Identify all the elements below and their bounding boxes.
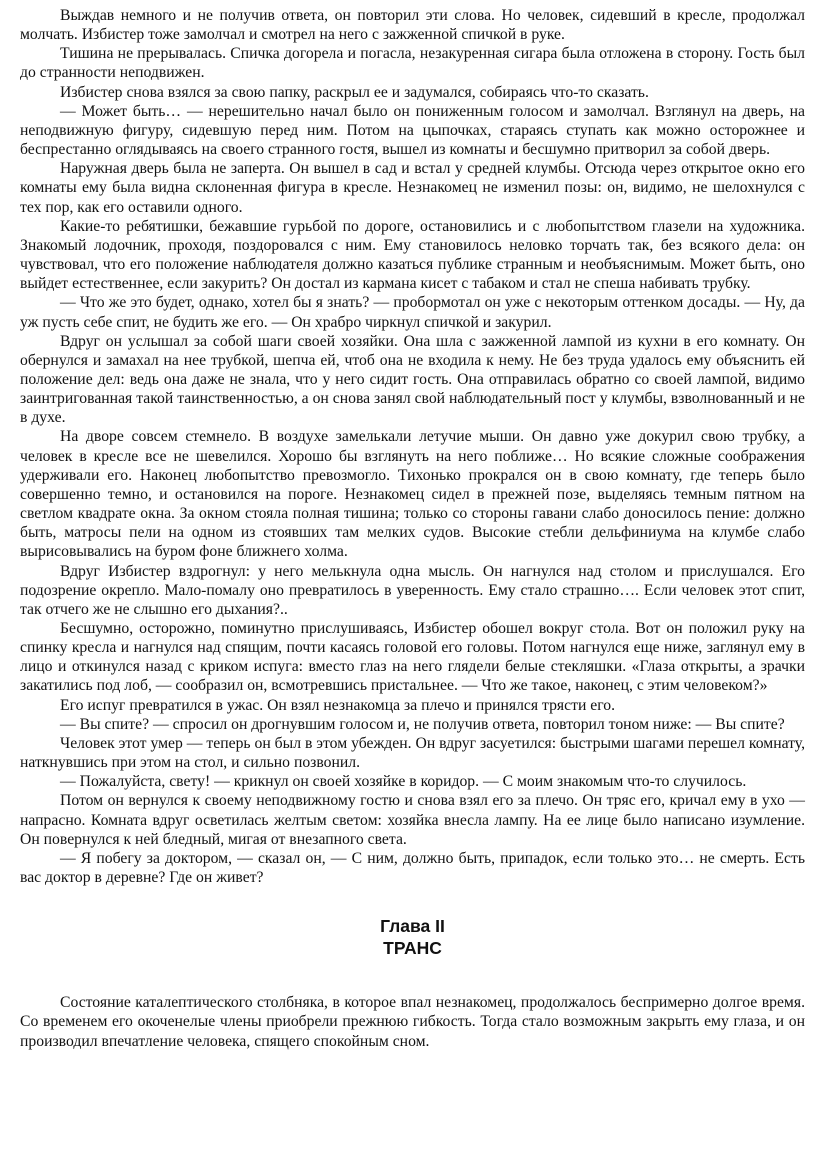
paragraph: — Вы спите? — спросил он дрогнувшим голосом и, не получив ответа, повторил тоном ниже: — Вы спите? [60, 715, 785, 733]
paragraph: — Пожалуйста, свету! — крикнул он своей хозяйке в коридор. — С моим знакомым что-то случилось. [60, 773, 747, 791]
paragraph: — Что же это будет, однако, хотел бы я знать? — пробормотал он уже с некоторым оттенком досады. — Ну, да уж пусть себе спит, не будить же его. — Он храбро чиркнул спичкой и закурил. [20, 294, 805, 331]
paragraph: Выждав немного и не получив ответа, он повторил эти слова. Но человек, сидевший в кресле, продолжал молчать. Избистер тоже замолчал и смотрел на него с зажженной спичкой в руке. [20, 7, 805, 44]
chapter-number: Глава II [380, 916, 445, 937]
paragraph: Бесшумно, осторожно, поминутно прислушиваясь, Избистер обошел вокруг стола. Вот он положил руку на спинку кресла и нагнулся над спящим, почти касаясь головой его головы. Потом нагнулся еще ниже, заглянул ему в лицо и откинулся назад с криком испуга: вместо глаз на него глядели белые стекляшки. «Глаза открыты, а зрачки закатились под лоб, — сообразил он, всмотревшись пристальнее. — Что же такое, наконец, с этим человеком?» [20, 620, 805, 695]
paragraph: Какие-то ребятишки, бежавшие гурьбой по дороге, остановились и с любопытством глазели на художника. Знакомый лодочник, проходя, поздоровался с ним. Ему становилось неловко торчать так, без всякого дела: он чувствовал, что его положение наблюдателя должно казаться публике странным и необъяснимым. Может быть, оно выйдет естественнее, если закурить? Он достал из кармана кисет с табаком и стал не спеша набивать трубку. [20, 217, 805, 293]
paragraph: Избистер снова взялся за свою папку, раскрыл ее и задумался, собираясь что-то сказать. [60, 83, 649, 101]
paragraph: Потом он вернулся к своему неподвижному гостю и снова взял его за плечо. Он тряс его, кричал ему в ухо — напрасно. Комната вдруг осветилась желтым светом: хозяйка внесла лампу. На ее лице было написано изумление. Он повернулся к ней бледный, мигая от внезапного света. [20, 792, 805, 848]
paragraph: Тишина не прерывалась. Спичка догорела и погасла, незакуренная сигара была отложена в сторону. Гость был до странности неподвижен. [20, 45, 805, 82]
book-page [20, 6, 805, 1051]
paragraph: — Может быть… — нерешительно начал было он пониженным голосом и замолчал. Взглянул на дверь, на неподвижную фигуру, сидевшую перед ним. Потом на цыпочках, стараясь ступать как можно осторожнее и беспрестанно оглядываясь на своего странного гостя, вышел из комнаты и бесшумно притворил за собой дверь. [20, 102, 805, 159]
paragraph: Вдруг Избистер вздрогнул: у него мелькнула одна мысль. Он нагнулся над столом и прислушался. Его подозрение окрепло. Мало-помалу оно превратилось в уверенность. Ему стало страшно…. Если человек этот спит, так отчего же не слышно его дыхания?.. [20, 562, 805, 618]
chapter-heading [20, 915, 805, 959]
paragraph: Вдруг он услышал за собой шаги своей хозяйки. Она шла с зажженной лампой из кухни в его комнату. Он обернулся и замахал на нее трубкой, шепча ей, чтоб она не входила к нему. Не без труда удалось ему объяснить ей положение дел: ведь она даже не знала, что у него сидит гость. Она отправилась обратно со своей лампой, видимо заинтригованная такой таинственностью, а он снова занял свой наблюдательный пост у клумбы, взволнованный и не в духе. [20, 332, 805, 427]
chapter-title: ТРАНС [383, 938, 442, 959]
paragraph: Его испуг превратился в ужас. Он взял незнакомца за плечо и принялся трясти его. [60, 696, 616, 714]
paragraph: Наружная дверь была не заперта. Он вышел в сад и встал у средней клумбы. Отсюда через открытое окно его комнаты ему была видна склоненная фигура в кресле. Незнакомец не изменил позы: он, видимо, не шелохнулся с тех пор, как его оставили одного. [20, 160, 805, 216]
chapter-body [20, 993, 805, 1050]
paragraph: На дворе совсем стемнело. В воздухе замелькали летучие мыши. Он давно уже докурил свою трубку, а человек в кресле все не шевелился. Хорошо бы взглянуть на него поближе… Но всякие сложные соображения удерживали его. Наконец любопытство превозмогло. Тихонько прокрался он в свою комнату, где теперь было совершенно темно, и остановился на пороге. Незнакомец сидел в прежней позе, выделяясь темным пятном на светлом квадрате окна. За окном стояла полная тишина; только со стороны гавани слабо доносилось пение: должно быть, матросы пели на одном из стоявших там мелких судов. Высокие стебли дельфиниума на клумбе слабо вырисовывались на буром фоне ближнего холма. [20, 428, 805, 561]
paragraph: Состояние каталептического столбняка, в которое впал незнакомец, продолжалось беспримерно долгое время. Со временем его окоченелые члены приобрели прежнюю гибкость. Тогда стало возможным закрыть ему глаза, и он производил впечатление человека, спящего спокойным сном. [20, 994, 805, 1050]
paragraph: — Я побегу за доктором, — сказал он, — С ним, должно быть, припадок, если только это… не смерть. Есть вас доктор в деревне? Где он живет? [20, 849, 805, 887]
paragraph: Человек этот умер — теперь он был в этом убежден. Он вдруг засуетился: быстрыми шагами перешел комнату, наткнувшись при этом на стол, и сильно позвонил. [20, 734, 805, 772]
body-text [20, 6, 805, 887]
